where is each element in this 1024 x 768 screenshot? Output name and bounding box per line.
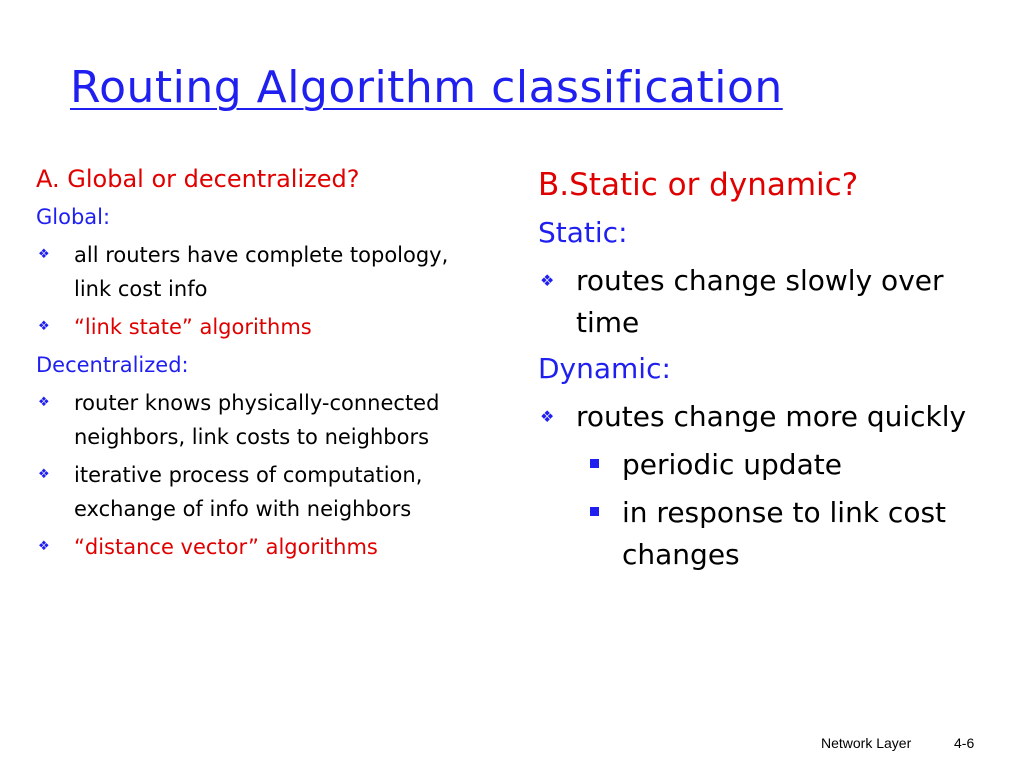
list-item	[538, 260, 968, 344]
static-label: Static:	[538, 216, 628, 249]
diamond-bullet-icon: ❖	[540, 271, 555, 290]
diamond-bullet-icon: ❖	[38, 539, 50, 554]
list-item	[538, 396, 968, 438]
sub-list-item-text: periodic update	[622, 448, 842, 481]
global-label: Global:	[36, 205, 111, 229]
diamond-bullet-icon: ❖	[38, 395, 50, 410]
list-item	[36, 530, 486, 564]
left-column	[36, 162, 486, 564]
list-item-text: routes change more quickly	[576, 400, 967, 433]
list-item	[36, 458, 486, 526]
square-bullet-icon	[590, 507, 599, 516]
diamond-bullet-icon: ❖	[540, 407, 555, 426]
list-item-text: “distance vector” algorithms	[74, 535, 378, 559]
diamond-bullet-icon: ❖	[38, 467, 50, 482]
list-item-text: iterative process of computation, exchange of info with neighbors	[74, 463, 423, 521]
list-item-text: all routers have complete topology, link cost info	[74, 243, 449, 301]
list-item	[36, 238, 486, 306]
decentralized-label: Decentralized:	[36, 353, 189, 377]
list-item	[36, 386, 486, 454]
footer-label: Network Layer	[821, 735, 912, 751]
sub-list-item-text: in response to link cost changes	[622, 496, 947, 571]
diamond-bullet-icon: ❖	[38, 319, 50, 334]
page-number: 4-6	[954, 735, 975, 751]
dynamic-label: Dynamic:	[538, 352, 671, 385]
slide-title: Routing Algorithm classification	[70, 62, 783, 113]
sub-list-item	[538, 444, 968, 486]
list-item-text: router knows physically-connected neighbors, link costs to neighbors	[74, 391, 440, 449]
right-heading: B.Static or dynamic?	[538, 167, 859, 203]
list-item	[36, 310, 486, 344]
list-item-text: routes change slowly over time	[576, 264, 944, 339]
square-bullet-icon	[590, 459, 599, 468]
list-item-text: “link state” algorithms	[74, 315, 312, 339]
right-column	[538, 164, 968, 576]
sub-list-item	[538, 492, 968, 576]
diamond-bullet-icon: ❖	[38, 247, 50, 262]
left-heading: A. Global or decentralized?	[36, 165, 360, 193]
